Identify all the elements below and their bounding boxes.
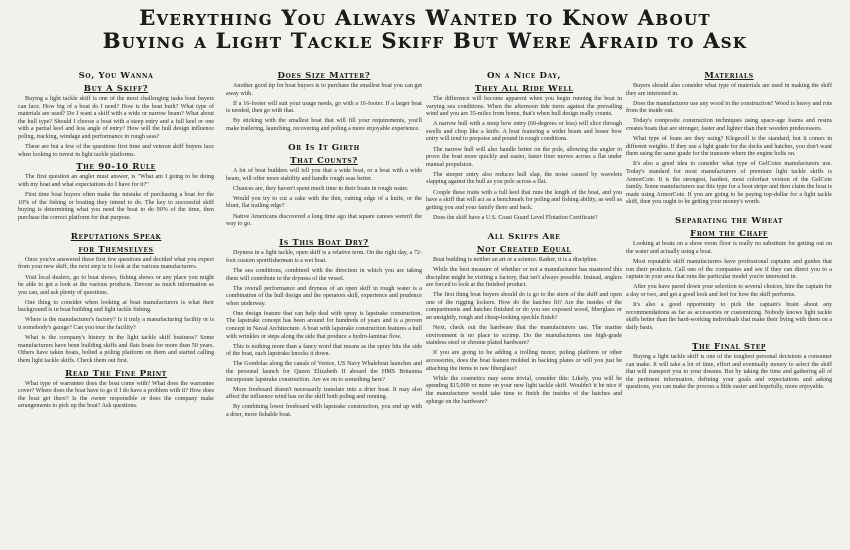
section-heading: Read The Fine Print [65,368,167,379]
paragraph: The first thing boat buyers should do is go to the stern of the skiff and open one of the rigging lockers. How do the hatches fit? Are the insides of the compartments and hatches finished or do you see exposed wood, fiberglass or an unsightly, rough and cheap-looking speckle finish? [426,292,622,322]
section-heading: They All Ride Well [474,84,574,94]
paragraph: Would you try to cut a cake with the thin, cutting edge of a knife, or the blunt, flat trailing edge? [226,195,422,210]
paragraph: The sea conditions, combined with the direction in which you are taking them will contribute to the dryness of the vessel. [226,267,422,282]
section-heading: The Final Step [691,341,767,352]
paragraph: Native Americans discovered a long time ago that square canoes weren't the way to go. [226,213,422,228]
section-heading: Is This Boat Dry? [279,238,369,249]
section-heading: So, You Wanna [78,71,154,81]
paragraph: Buying a light tackle skiff is one of the toughest personal decisions a consumer can make. It will take a lot of time, effort and eventually money to select the skiff that will transport you to your dreams. But by taking the time and gathering all of the pertinent information, defining your goals and expectations and asking questions, you can make the process a little easier and hopefully, more enjoyable. [626,353,832,391]
section-heading: for Themselves [78,244,154,255]
paragraph: Couple these traits with a full keel that runs the length of the boat, and you have a skiff that will act as a benchmark for poling and fishing ability, as well as getting you and your family there and back. [426,189,622,211]
paragraph: The first question an angler must answer, is "What am I going to be doing with my boat and what expectations do I have for it?" [18,174,214,188]
paragraph: The difference will become apparent when you begin running the boat in varying sea conditions. When the afternoon tide turns against the prevailing wind and you are 35-miles from home, that's when hull design really counts. [426,96,622,118]
paragraph: A narrow hull with a steep bow entry (60-degrees or less) will slice through swells and chop like a knife. A boat featuring a wider beam and lesser bow entry will tend to porpoise and pound in rough conditions. [426,121,622,143]
paragraph: A lot of boat builders will tell you that a wide boat, or a boat with a wide beam, will offer more stability and handle rough seas better. [226,168,422,182]
section-heading: Separating the Wheat [674,216,784,227]
paragraph: Another good tip for boat buyers is to purchase the smallest boat you can get away with. [226,83,422,97]
paragraph: If you are going to be adding a trolling motor, poling platform or other accessories, does the boat feature molded in backing plates or will you just be attaching the items to raw fiberglass? [426,350,622,372]
paragraph: Buyers should also consider what type of materials are used in making the skiff they are interested in. [626,83,832,97]
section-heading: All Skiffs Are [487,231,561,242]
paragraph: It's also a good opportunity to pick the captain's brain about any recommendations as far as accessories or customizing. Nobody knows light tackle skiffs better than the hard-working individuals that make their living with them on a daily basis. [626,302,832,331]
paragraph: The steeper entry also reduces hull slap, the noise caused by wavelets slapping against the hull as you pole across a flat. [426,171,622,186]
paragraph: This is nothing more than a fancy word that means as the spray hits the side of the boat, each lapstrake knocks it down. [226,343,422,358]
section-heading: Buy A Skiff? [83,84,149,94]
column-3 [426,68,622,544]
section-heading: Does Size Matter? [277,71,371,81]
paragraph: These are but a few of the questions first time and veteran skiff buyers face when looking to invest in light tackle platforms. [18,144,214,158]
paragraph: Does the manufacturer use any wood in the construction? Wood is heavy and rots from the inside out. [626,100,832,115]
page-header [0,6,850,52]
section-heading: From the Chaff [690,229,768,240]
headline-line-1: Everything You Always Wanted to Know About [139,5,711,30]
paragraph: What type of warrantee does the boat come with? What does the warrantee cover? Where does the boat have to go if I do have a problem with it? How does the boat get there? Is the owner responsible or does the company make arrangements to pick up the boat? Ask questions. [18,380,214,410]
column-4 [626,68,832,544]
paragraph: If a 16-footer will suit your usage needs, go with a 16-footer. If a larger boat is needed, then go with that. [226,100,422,115]
paragraph: One thing to consider when looking at boat manufacturers is what their background is in boat building and light tackle fishing. [18,299,214,314]
paragraph: Does the skiff have a U.S. Coast Guard Level Flotation Certificate? [433,214,598,221]
section-heading: On a Nice Day, [486,71,562,81]
paragraph: Once you've answered these first few questions and decided what you expect from your new skiff, the next step is to look at the various manufacturers. [18,256,214,271]
section-heading: Reputations Speak [70,231,162,242]
section-heading: Materials [704,71,754,81]
paragraph: What is the company's history in the light tackle skiff business? Some manufacturers have been building skiffs and flats boats for more than 50 years. Others have taken boats, bolted a poling platform on them and started calling them light tackle skiffs. Check them out first. [18,335,214,364]
paragraph: Dryness in a light tackle, open skiff is a relative term. On the right day, a 72-foot custom sportfisherman is a wet boat. [226,250,422,264]
paragraph: Visit local dealers, go to boat shows, fishing shows or any place you might be able to get a look at the various products. Devour as much information as you can, and ask plenty of questions. [18,274,214,296]
paragraph: Next, check out the hardware that the manufacturers use. The marine environment is no place to scrimp. Do the manufacturers use high-grade stainless steel or chrome plated hardware? [426,325,622,347]
section-heading: That Counts? [290,156,358,167]
paragraph: First time boat buyers often make the mistake of purchasing a boat for the 10% of the fishing or boating they intend to do. The key to successful skiff buying is determining what you need the boat to do 90% of the time, then purchase the correct platform for that purpose. [18,191,214,221]
paragraph: After you have pared down your selection to several choices, hire the captain for a day or two, and get a good look and feel for how the skiff performs. [626,284,832,298]
paragraph: Boat building is neither an art or a science. Rather, it is a discipline. [433,256,598,263]
paragraph: By combining lower freeboard with lapstrake construction, you end up with a drier, more fishable boat. [226,404,422,418]
column-1 [18,68,214,544]
paragraph: The Gondolas along the canals of Venice, US Navy Whaleboat launches and the personal launch for Queen Elizabeth II aboard the HMS Britannia incorporate lapstrake construction. Are we on to something here? [226,361,422,383]
paragraph: More freeboard doesn't necessarily translate into a drier boat. It may also affect the influence wind has on the skiff both poling and running. [226,386,422,401]
paragraph: While the cosmetics may seem trivial, consider this: Likely, you will be spending $15,000 or more on your new light tackle skiff. Wouldn't it be nice if the manufacturer would take time to finish the insides of the hatches and splurge on the hardware? [426,375,622,405]
paragraph: One design feature that can help deal with spray is lapstrake construction. The lapstrake concept has been around for hundreds of years and is a proven concept in Naval Architecture. A boat with lapstrake construction features a hull with wrinkles or steps along the side that produce a hydro-laminar flow. [226,310,422,340]
paragraph: While the best measure of whether or not a manufacturer has mastered this discipline might be visiting a factory, that isn't always possible. Instead, anglers are forced to look at the finished product. [426,267,622,289]
paragraph: Where is the manufacturer's factory? Is it truly a manufacturing facility or is it somebody's garage? Can you tour the facility? [18,317,214,332]
paragraph: Chances are, they haven't spent much time in their boats in rough water. [233,185,409,192]
paragraph: Looking at boats on a show room floor is really no substitute for getting out on the water and actually using a boat. [626,241,832,255]
paragraph: It's also a good idea to consider what type of GelCotes manufacturers use. Today's standard for most manufacturers of premium light tackle skiffs is ArmorCote. It is the strongest, hardest, most colorfast version of the GelCote family. Some manufacturers use this type for a boot stripe and then claim the boat is made using ArmorCote. If you are going to be paying top-dollar for a light tackle skiff, then you ought to be getting your money's worth. [626,161,832,206]
paragraph: Most reputable skiff manufacturers have professional captains and guides that run their products. Call one of the companies and see if they can direct you to a captain in your area that runs the particular model you're interested in. [626,259,832,281]
paragraph: What type of foam are they using? Klegecell is the standard, but it comes in different weights. If they use a light grade for the decks and hatches, you don't want them using the same grade for the transom where the engine bolts on. [626,136,832,158]
headline-line-2: Buying a Light Tackle Skiff But Were Afraid to Ask [102,28,748,53]
paragraph: The overall performance and dryness of an open skiff in rough water is a combination of the hull design and the operators skill, experience and prudence when underway. [226,285,422,307]
paragraph: Buying a light tackle skiff is one of the most challenging tasks boat buyers can face. How big of a boat do I need? How is the boat built? What type of materials are used? Do I want a skiff with a wide or narrow beam? What about the hull type? Should I choose a boat with a steep entry and a full keel or one with a partial keel and less angle of entry? How will the hull design influence poling, tracking, windage and performance in rough seas? [18,96,214,140]
paragraph: Today's composite construction techniques using space-age foams and resins creates boats that are stronger, faster and lighter than their wooden predecessors. [626,118,832,132]
paragraph: The narrow hull will also handle better on the pole, allowing the angler to prove the boat more quickly and easier, faster finer moves across a flat under manual propulsion. [426,146,622,168]
section-heading: The 90-10 Rule [76,162,156,173]
column-2 [226,68,422,544]
section-heading: Or Is It Girth [288,143,360,154]
section-heading: Not Created Equal [476,244,572,255]
paragraph: By sticking with the smallest boat that will fill your requirements, you'll make trailering, launching, recovering and poling a more enjoyable experience. [226,118,422,132]
